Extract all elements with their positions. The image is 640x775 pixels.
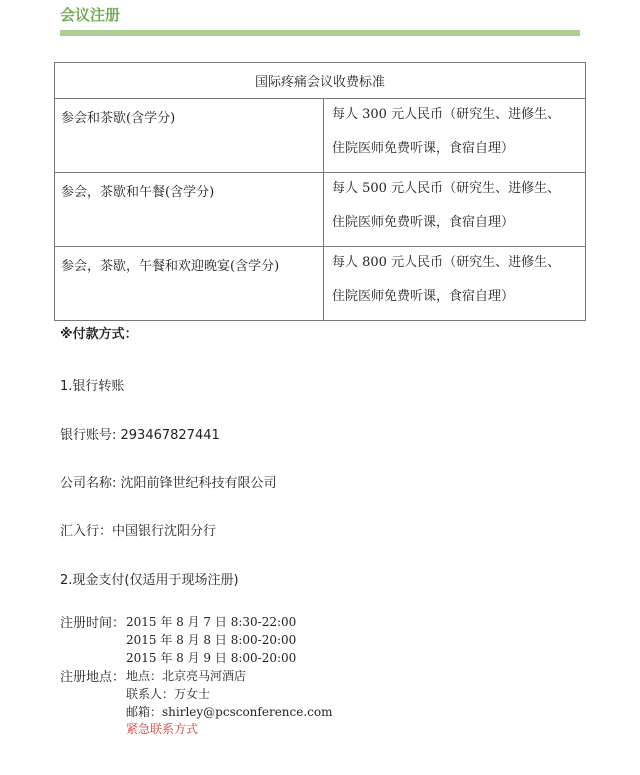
table-row — [55, 247, 586, 321]
fee-price-line: 每人 500 元人民币（研究生、进修生、 — [332, 181, 561, 196]
registration-place: 地点：北京亮马河酒店 — [126, 669, 247, 683]
table-row — [55, 173, 586, 247]
registration-time: 2015 年 8 月 7 日 8:30-22:00 — [126, 615, 297, 629]
fee-price — [324, 173, 586, 247]
payment-title: ※付款方式： — [60, 327, 138, 342]
fee-price — [324, 247, 586, 321]
payment-method-bank: 1.银行转账 — [60, 379, 125, 394]
fee-price-line: 每人 800 元人民币（研究生、进修生、 — [332, 255, 561, 270]
section-title: 会议注册 — [60, 6, 121, 24]
fee-price — [324, 99, 586, 173]
contact-email: 邮箱：shirley@pcsconference.com — [126, 705, 333, 719]
emergency-contact: 紧急联系方式 — [126, 722, 199, 736]
fee-item: 参会和茶歇(含学分) — [55, 99, 324, 173]
fee-table — [54, 62, 586, 321]
company-name: 公司名称: 沈阳前锋世纪科技有限公司 — [60, 476, 277, 491]
contact-person: 联系人：万女士 — [126, 687, 211, 701]
registration-time: 2015 年 8 月 9 日 8:00-20:00 — [126, 651, 297, 665]
fee-price-line: 住院医师免费听课，食宿自理） — [332, 215, 515, 230]
fee-price-line: 住院医师免费听课，食宿自理） — [332, 289, 515, 304]
fee-table-heading: 国际疼痛会议收费标准 — [55, 63, 586, 99]
fee-price-line: 每人 300 元人民币（研究生、进修生、 — [332, 107, 561, 122]
registration-time-label: 注册时间： — [60, 616, 126, 631]
receiving-bank: 汇入行：中国银行沈阳分行 — [60, 524, 217, 539]
payment-method-cash: 2.现金支付(仅适用于现场注册) — [60, 573, 239, 588]
fee-item: 参会，茶歇和午餐(含学分) — [55, 173, 324, 247]
registration-time: 2015 年 8 月 8 日 8:00-20:00 — [126, 633, 297, 647]
fee-price-line: 住院医师免费听课，食宿自理） — [332, 141, 515, 156]
title-underline — [60, 30, 580, 36]
bank-account: 银行账号: 293467827441 — [60, 428, 220, 443]
fee-item: 参会，茶歇，午餐和欢迎晚宴(含学分) — [55, 247, 324, 321]
table-row — [55, 99, 586, 173]
registration-place-label: 注册地点： — [60, 670, 126, 685]
